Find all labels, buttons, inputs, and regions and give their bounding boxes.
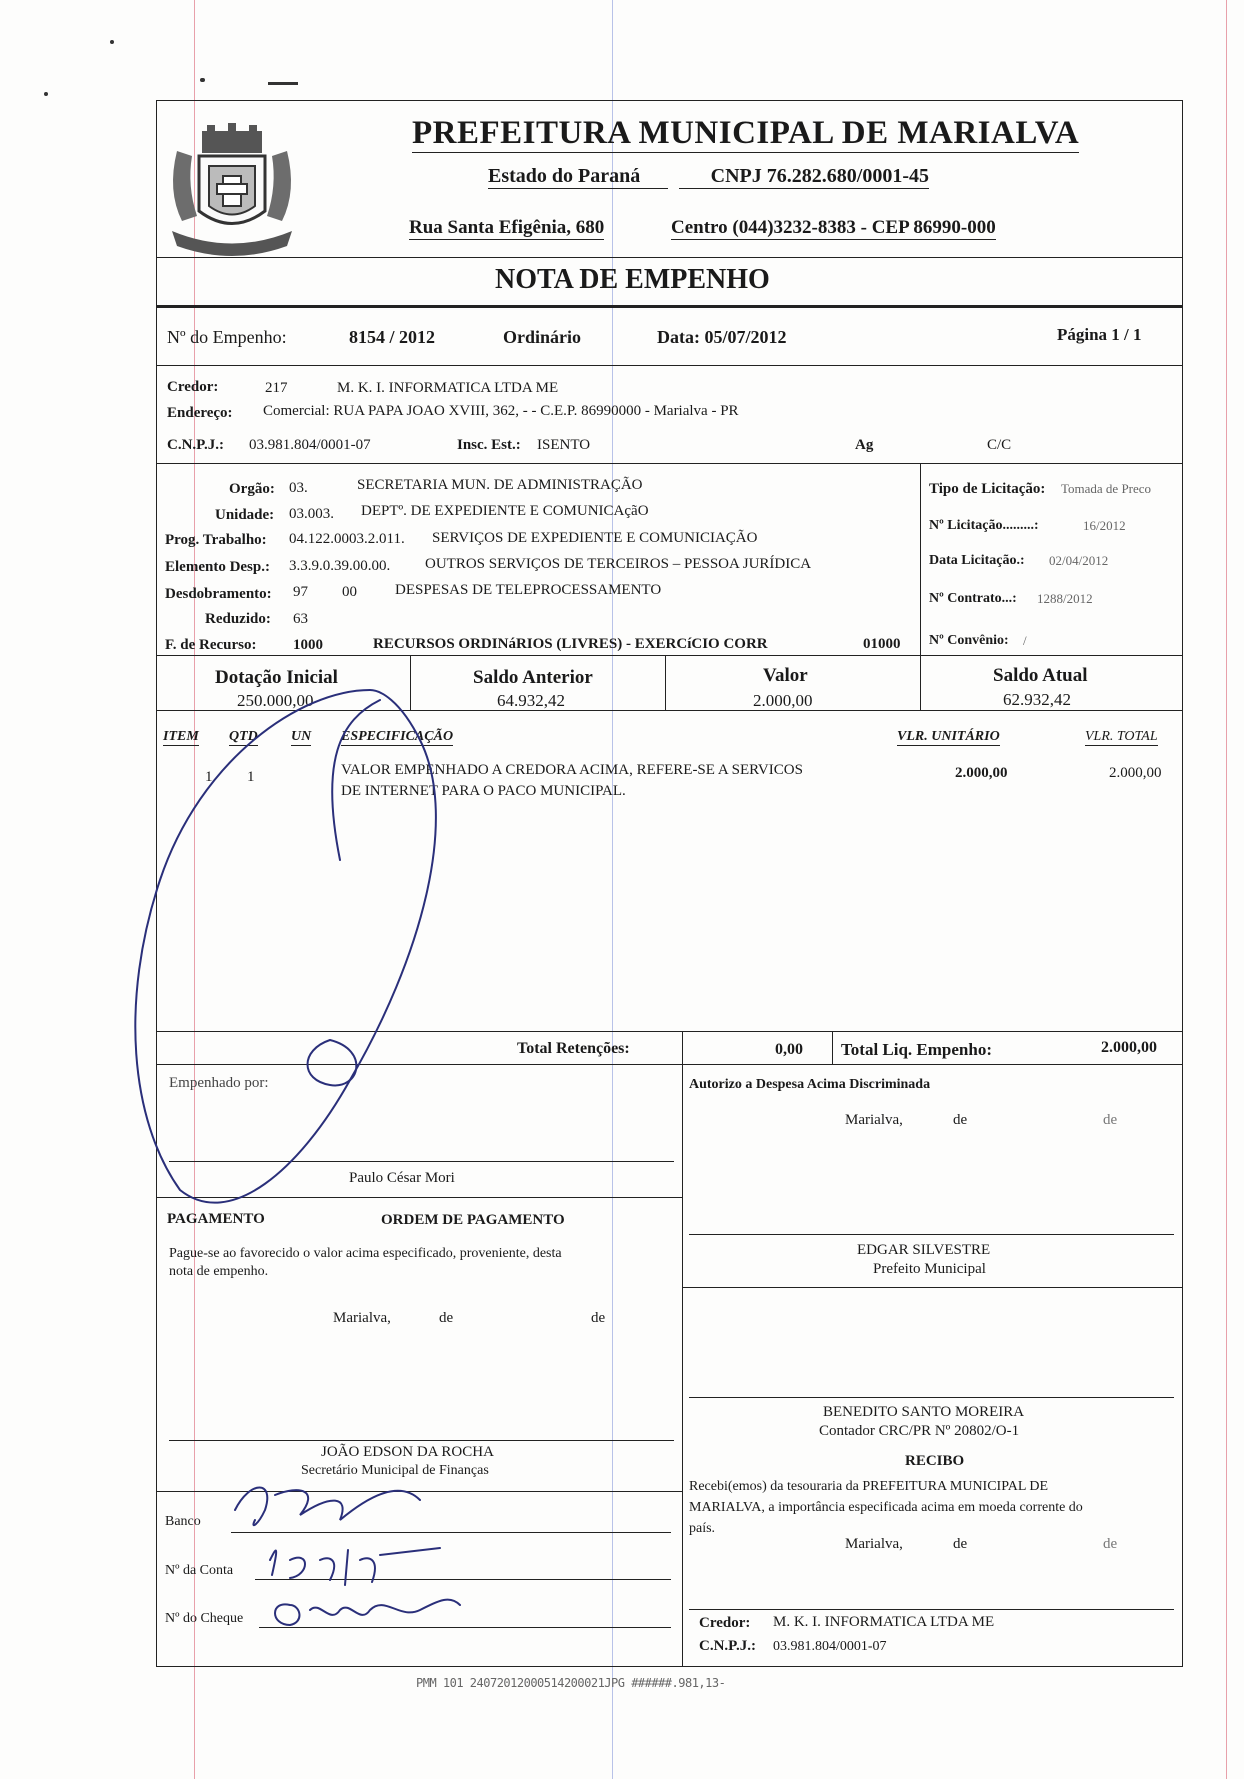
empenho-number-label: Nº do Empenho: <box>167 327 287 347</box>
data-licitacao-value: 02/04/2012 <box>1049 553 1109 568</box>
recibo-cnpj-label: C.N.P.J.: <box>699 1638 756 1654</box>
contador-name: BENEDITO SANTO MOREIRA <box>823 1404 1025 1420</box>
saldo-anterior-value: 64.932,42 <box>497 691 565 710</box>
orgao-label: Orgão: <box>229 481 275 497</box>
total-retencoes-value: 0,00 <box>775 1041 803 1058</box>
coat-of-arms-logo <box>157 121 307 266</box>
pagamento-de-2: de <box>591 1310 606 1326</box>
desdobramento-label: Desdobramento: <box>165 586 272 602</box>
empenhado-por-name: Paulo César Mori <box>349 1170 455 1186</box>
prog-label: Prog. Trabalho: <box>165 532 267 548</box>
numero-conta-label: Nº da Conta <box>165 1563 234 1578</box>
endereco-label: Endereço: <box>167 405 233 421</box>
numero-cheque-label: Nº do Cheque <box>165 1611 244 1626</box>
saldo-atual-value: 62.932,42 <box>1003 690 1071 709</box>
credor-code: 217 <box>265 380 288 396</box>
autorizo-de-2: de <box>1103 1112 1118 1128</box>
autorizo-place: Marialva, <box>845 1112 903 1128</box>
num-licitacao-label: Nº Licitação.........: <box>929 518 1039 533</box>
secretario-name: JOÃO EDSON DA ROCHA <box>321 1444 494 1460</box>
conta-corrente-label: C/C <box>987 437 1012 453</box>
prog-code: 04.122.0003.2.011. <box>289 531 405 547</box>
orgao-code: 03. <box>289 480 308 496</box>
state-name: Estado do Paraná <box>488 165 668 189</box>
orgao-name: SECRETARIA MUN. DE ADMINISTRAÇÃO <box>357 477 643 493</box>
valor-value: 2.000,00 <box>753 691 813 710</box>
elemento-label: Elemento Desp.: <box>165 559 270 575</box>
document-title: NOTA DE EMPENHO <box>495 264 770 295</box>
scan-speck <box>200 78 205 82</box>
address-street: Rua Santa Efigênia, 680 <box>409 217 605 238</box>
fonte-recurso-label: F. de Recurso: <box>165 637 257 653</box>
valor-label: Valor <box>763 665 808 686</box>
total-liq-label: Total Liq. Empenho: <box>841 1040 992 1059</box>
contrato-value: 1288/2012 <box>1037 591 1093 606</box>
nota-de-empenho-form <box>156 100 1183 1667</box>
credor-name: M. K. I. INFORMATICA LTDA ME <box>337 380 559 396</box>
desdobramento-name: DESPESAS DE TELEPROCESSAMENTO <box>395 582 662 598</box>
recibo-de-2: de <box>1103 1536 1118 1552</box>
elemento-code: 3.3.9.0.39.00.00. <box>289 558 391 574</box>
prefeito-role: Prefeito Municipal <box>873 1261 986 1277</box>
fonte-recurso-number: 01000 <box>863 636 901 652</box>
item-total-value: 2.000,00 <box>1109 765 1162 781</box>
recibo-de-1: de <box>953 1536 968 1552</box>
especificacao-col-header: ESPECIFICAÇÃO <box>341 729 454 744</box>
ordem-pagamento-label: ORDEM DE PAGAMENTO <box>381 1212 565 1228</box>
item-spec-line2: DE INTERNET PARA O PACO MUNICIPAL. <box>341 783 626 799</box>
recibo-cnpj-value: 03.981.804/0001-07 <box>773 1639 887 1654</box>
unidade-code: 03.003. <box>289 506 334 522</box>
recibo-place: Marialva, <box>845 1536 903 1552</box>
saldo-atual-label: Saldo Atual <box>993 665 1088 686</box>
margin-red-line-right <box>1226 0 1227 1779</box>
unidade-name: DEPTº. DE EXPEDIENTE E COMUNICAçãO <box>361 503 649 519</box>
recibo-text-line2: MARIALVA, a importância especificada acima em moeda corrente do <box>689 1500 1083 1515</box>
empenhado-por-label: Empenhado por: <box>169 1075 269 1091</box>
desdobramento-code: 97 <box>293 584 308 600</box>
scan-speck <box>110 40 114 44</box>
total-retencoes-label: Total Retenções: <box>517 1040 630 1057</box>
qtd-col-header: QTD <box>229 729 258 744</box>
data-licitacao-label: Data Licitação.: <box>929 553 1025 568</box>
reduzido-label: Reduzido: <box>205 611 271 627</box>
ie-label: Insc. Est.: <box>457 437 521 453</box>
contador-role: Contador CRC/PR Nº 20802/O-1 <box>819 1423 1020 1439</box>
convenio-label: Nº Convênio: <box>929 633 1009 648</box>
scan-speck <box>44 92 48 96</box>
autorizo-de-1: de <box>953 1112 968 1128</box>
dotacao-inicial-label: Dotação Inicial <box>215 667 338 688</box>
elemento-name: OUTROS SERVIÇOS DE TERCEIROS – PESSOA JURÍDICA <box>425 556 812 572</box>
tipo-licitacao-label: Tipo de Licitação: <box>929 481 1046 497</box>
pagamento-text-line2: nota de empenho. <box>169 1264 269 1279</box>
banco-label: Banco <box>165 1514 201 1529</box>
vlr-unitario-col-header: VLR. UNITÁRIO <box>897 729 1000 744</box>
recibo-label: RECIBO <box>905 1453 965 1469</box>
credor-ie: ISENTO <box>537 437 591 453</box>
credor-label: Credor: <box>167 379 219 395</box>
prog-name: SERVIÇOS DE EXPEDIENTE E COMUNICIAÇÃO <box>432 530 758 546</box>
recibo-text-line3: país. <box>689 1521 716 1536</box>
recibo-credor-name: M. K. I. INFORMATICA LTDA ME <box>773 1614 995 1630</box>
pagamento-label: PAGAMENTO <box>167 1211 265 1227</box>
address-contact: Centro (044)3232-8383 - CEP 86990-000 <box>671 217 996 238</box>
unidade-label: Unidade: <box>215 507 275 523</box>
prefeito-name: EDGAR SILVESTRE <box>857 1242 991 1258</box>
scan-speck <box>268 82 298 85</box>
item-qty: 1 <box>247 769 255 785</box>
pagamento-de-1: de <box>439 1310 454 1326</box>
footer-barcode-text: PMM 101 24072012000514200021JPG ######.981,13- <box>416 1676 726 1690</box>
empenho-number: 8154 / 2012 <box>349 327 436 347</box>
item-number: 1 <box>205 769 213 785</box>
tipo-licitacao-value: Tomada de Preco <box>1061 481 1152 496</box>
vlr-total-col-header: VLR. TOTAL <box>1085 729 1158 744</box>
recibo-credor-label: Credor: <box>699 1615 751 1631</box>
municipality-title: PREFEITURA MUNICIPAL DE MARIALVA <box>412 115 1080 151</box>
item-col-header: ITEM <box>163 729 199 744</box>
municipality-cnpj: CNPJ 76.282.680/0001-45 <box>679 165 929 189</box>
secretario-role: Secretário Municipal de Finanças <box>301 1463 489 1478</box>
credor-address: Comercial: RUA PAPA JOAO XVIII, 362, - - C.E.P. 86990000 - Marialva - PR <box>263 403 739 419</box>
total-liq-value: 2.000,00 <box>1101 1039 1157 1056</box>
convenio-value: / <box>1023 633 1027 648</box>
un-col-header: UN <box>291 729 312 744</box>
reduzido-value: 63 <box>293 611 308 627</box>
credor-cnpj: 03.981.804/0001-07 <box>249 437 371 453</box>
num-licitacao-value: 16/2012 <box>1083 518 1126 533</box>
item-unit-value: 2.000,00 <box>955 765 1008 781</box>
dotacao-inicial-value: 250.000,00 <box>237 691 314 710</box>
cnpj-label: C.N.P.J.: <box>167 437 224 453</box>
pagamento-place: Marialva, <box>333 1310 391 1326</box>
pagamento-text-line1: Pague-se ao favorecido o valor acima especificado, proveniente, desta <box>169 1246 562 1261</box>
contrato-label: Nº Contrato...: <box>929 591 1017 606</box>
empenho-date: Data: 05/07/2012 <box>657 327 787 347</box>
fonte-recurso-name: RECURSOS ORDINáRIOS (LIVRES) - EXERCíCIO CORR <box>373 636 768 652</box>
saldo-anterior-label: Saldo Anterior <box>473 667 593 688</box>
recibo-text-line1: Recebi(emos) da tesouraria da PREFEITURA MUNICIPAL DE <box>689 1479 1049 1494</box>
desdobramento-sub: 00 <box>342 584 357 600</box>
empenho-type: Ordinário <box>503 327 582 347</box>
item-spec-line1: VALOR EMPENHADO A CREDORA ACIMA, REFERE-SE A SERVICOS <box>341 762 803 778</box>
agencia-label: Ag <box>855 437 874 453</box>
fonte-recurso-code: 1000 <box>293 637 323 653</box>
autorizo-label: Autorizo a Despesa Acima Discriminada <box>689 1077 931 1092</box>
page-number: Página 1 / 1 <box>1057 325 1142 344</box>
